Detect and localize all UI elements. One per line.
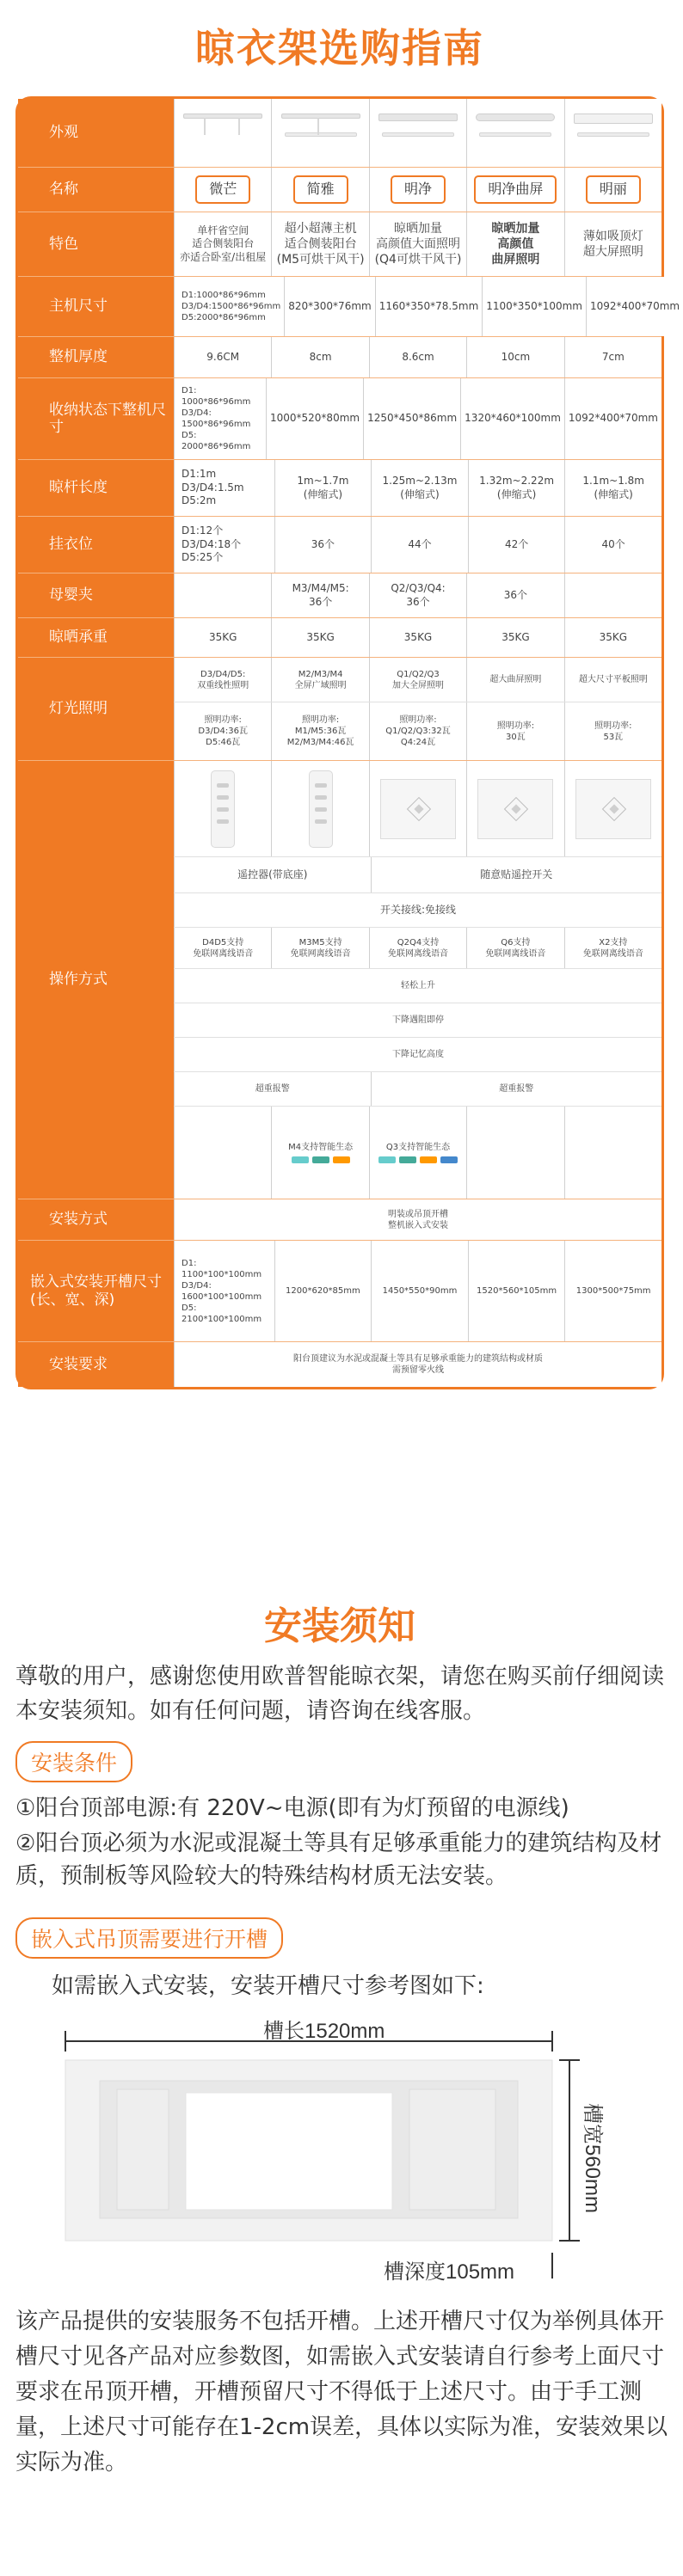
- row-feature: [18, 212, 661, 277]
- hanger-cell: D1:12个 D3/D4:18个 D5:25个: [174, 517, 274, 573]
- light-type: 超大尺寸平板照明: [564, 658, 661, 702]
- hanger-cell: 44个: [371, 517, 468, 573]
- install-note: 该产品提供的安装服务不包括开槽。上述开槽尺寸仅为举例具体开槽尺寸见各产品对应参数图，如需嵌入式安装请自行参考上面尺寸要求在吊顶开槽，开槽预留尺寸不得低于上述尺寸。由于手工测量，上述尺寸可能存在1-2cm误差，具体以实际为准，安装效果以实际为准。: [15, 2309, 668, 2475]
- label-light: 灯光照明: [18, 658, 174, 760]
- product-name: 微芒: [174, 168, 271, 212]
- page-title: 晾衣架选购指南: [195, 25, 484, 71]
- light-type: 超大曲屏照明: [466, 658, 563, 702]
- thickness-cell: 8.6cm: [369, 337, 466, 377]
- size-cell: 820*300*76mm: [284, 277, 374, 336]
- thickness-cell: 7cm: [564, 337, 661, 377]
- baby-cell: [564, 573, 661, 617]
- smart-cell: Q3支持智能生态: [369, 1107, 466, 1199]
- row-requirement: [18, 1342, 661, 1387]
- label-feature: 特色: [18, 212, 174, 276]
- light-power: 照明功率: D3/D4:36瓦 D5:46瓦: [174, 702, 271, 760]
- label-appearance: 外观: [18, 99, 174, 167]
- feature-cell: 晾晒加量 高颜值大面照明 (Q4可烘干风干): [369, 212, 466, 276]
- label-operation: 操作方式: [18, 761, 174, 1199]
- thickness-cell: 10cm: [466, 337, 563, 377]
- remote-a-text: 遥控器(带底座): [174, 857, 371, 892]
- voice-cell: D4D5支持 免联网离线语音: [174, 928, 271, 968]
- wall-switch-image: [466, 761, 563, 856]
- requirement-cell: 阳台顶建议为水泥或混凝土等具有足够承重能力的建筑结构或材质 需预留零火线: [174, 1342, 661, 1387]
- storage-cell: 1092*400*70mm: [564, 378, 661, 459]
- hanger-cell: 36个: [274, 517, 372, 573]
- row-install-method: [18, 1199, 661, 1241]
- cond-1: ①阳台顶部电源:有 220V~电源(即有为灯预留的电源线): [15, 1795, 569, 1821]
- hanger-cell: 40个: [564, 517, 661, 573]
- row-storage: [18, 378, 661, 460]
- load-cell: 35KG: [271, 618, 368, 657]
- install-intro: 尊敬的用户，感谢您使用欧普智能晾衣架，请您在购买前仔细阅读本安装须知。如有任何问题，请咨询在线客服。: [15, 1664, 665, 1724]
- baby-cell: Q2/Q3/Q4: 36个: [369, 573, 466, 617]
- label-pole: 晾杆长度: [18, 460, 174, 516]
- smart-cell: M4支持智能生态: [271, 1107, 368, 1199]
- row-baby: [18, 573, 661, 618]
- feature-cell: 晾晒加量 高颜值 曲屏照明: [466, 212, 563, 276]
- feature-cell: 超小超薄主机 适合侧装阳台 (M5可烘干风干): [271, 212, 368, 276]
- cutout-diagram: [65, 2020, 616, 2287]
- size-cell: 1092*400*70mm: [586, 277, 683, 336]
- product-name: 明净曲屏: [466, 168, 563, 212]
- install-title: 安装须知: [264, 1604, 415, 1648]
- size-cell: 1160*350*78.5mm: [375, 277, 483, 336]
- product-name: 明净: [369, 168, 466, 212]
- embed-cell: 1300*500*75mm: [564, 1241, 661, 1341]
- cond-title: 安装条件: [15, 1741, 132, 1782]
- wall-switch-image: [369, 761, 466, 856]
- label-name: 名称: [18, 168, 174, 212]
- switch-text: 开关接线:免接线: [174, 893, 661, 927]
- memory-text: 下降记忆高度: [174, 1038, 661, 1071]
- product-image: [369, 99, 466, 167]
- embed-cell: 1200*620*85mm: [274, 1241, 372, 1341]
- overload-a: 超重报警: [174, 1072, 371, 1106]
- embed-cell: D1: 1100*100*100mm D3/D4: 1600*100*100mm D5: 2100*100*100mm: [174, 1241, 274, 1341]
- product-image: [271, 99, 368, 167]
- install-method-cell: 明装或吊顶开槽 整机嵌入式安装: [174, 1199, 661, 1240]
- row-pole: [18, 460, 661, 517]
- remote-image: [271, 761, 368, 856]
- ecosystem-logos: [378, 1156, 458, 1163]
- label-storage: 收纳状态下整机尺寸: [18, 378, 174, 459]
- voice-cell: M3M5支持 免联网离线语音: [271, 928, 368, 968]
- overload-b: 超重报警: [371, 1072, 661, 1106]
- smart-cell: [174, 1107, 271, 1199]
- load-cell: 35KG: [174, 618, 271, 657]
- label-install-method: 安装方式: [18, 1199, 174, 1240]
- label-thickness: 整机厚度: [18, 337, 174, 377]
- storage-cell: 1320*460*100mm: [460, 378, 564, 459]
- row-light: [18, 658, 661, 761]
- cond-2: ②阳台顶必须为水泥或混凝土等具有足够承重能力的建筑结构及材质，预制板等风险较大的特殊结构材质无法安装。: [15, 1831, 662, 1889]
- storage-cell: 1000*520*80mm: [266, 378, 363, 459]
- stop-text: 下降遇阻即停: [174, 1003, 661, 1037]
- load-cell: 35KG: [369, 618, 466, 657]
- thickness-cell: 8cm: [271, 337, 368, 377]
- embed-cell: 1520*560*105mm: [468, 1241, 565, 1341]
- product-image: [564, 99, 661, 167]
- label-load: 晾晒承重: [18, 618, 174, 657]
- remote-image: [174, 761, 271, 856]
- hanger-cell: 42个: [468, 517, 565, 573]
- onekey-text: 轻松上升: [174, 969, 661, 1003]
- label-baby: 母婴夹: [18, 573, 174, 617]
- size-cell: 1100*350*100mm: [482, 277, 586, 336]
- product-image: [174, 99, 271, 167]
- ecosystem-logos: [292, 1156, 350, 1163]
- voice-cell: X2支持 免联网离线语音: [564, 928, 661, 968]
- size-cell: D1:1000*86*96mm D3/D4:1500*86*96mm D5:2000*86*96mm: [174, 277, 284, 336]
- light-type: M2/M3/M4 全屏广域照明: [271, 658, 368, 702]
- row-name: [18, 168, 661, 212]
- feature-cell: 单杆省空间 适合侧装阳台 亦适合卧室/出租屋: [174, 212, 271, 276]
- baby-cell: M3/M4/M5: 36个: [271, 573, 368, 617]
- baby-cell: [174, 573, 271, 617]
- remote-b-text: 随意贴遥控开关: [371, 857, 661, 892]
- smart-cell: [564, 1107, 661, 1199]
- pole-cell: 1.25m~2.13m (伸缩式): [371, 460, 468, 516]
- embed-title: 嵌入式吊顶需要进行开槽: [15, 1917, 283, 1959]
- wall-switch-image: [564, 761, 661, 856]
- light-type: Q1/Q2/Q3 加大全屏照明: [369, 658, 466, 702]
- smart-cell: [466, 1107, 563, 1199]
- load-cell: 35KG: [466, 618, 563, 657]
- row-load: [18, 618, 661, 658]
- embed-cell: 1450*550*90mm: [371, 1241, 468, 1341]
- product-name: 明丽: [564, 168, 661, 212]
- feature-cell: 薄如吸顶灯 超大屏照明: [564, 212, 661, 276]
- product-name: 简雅: [271, 168, 368, 212]
- pole-cell: 1m~1.7m (伸缩式): [274, 460, 372, 516]
- label-hanger: 挂衣位: [18, 517, 174, 573]
- row-thickness: [18, 337, 661, 378]
- label-size: 主机尺寸: [18, 277, 174, 336]
- embed-intro: 如需嵌入式安装，安装开槽尺寸参考图如下:: [52, 1973, 484, 1999]
- voice-cell: Q2Q4支持 免联网离线语音: [369, 928, 466, 968]
- width-label: 槽宽560mm: [581, 2102, 604, 2214]
- len-label: 槽长1520mm: [263, 2020, 385, 2043]
- storage-cell: 1250*450*86mm: [363, 378, 460, 459]
- pole-cell: D1:1m D3/D4:1.5m D5:2m: [174, 460, 274, 516]
- row-hanger: [18, 517, 661, 573]
- baby-cell: 36个: [466, 573, 563, 617]
- label-embed: 嵌入式安装开槽尺寸(长、宽、深): [18, 1241, 174, 1341]
- row-operation: [18, 761, 661, 1199]
- light-power: 照明功率: 30瓦: [466, 702, 563, 760]
- light-type: D3/D4/D5: 双重线性照明: [174, 658, 271, 702]
- product-image: [466, 99, 563, 167]
- label-requirement: 安装要求: [18, 1342, 174, 1387]
- row-appearance: [18, 99, 661, 168]
- spec-table: [15, 96, 680, 1389]
- light-power: 照明功率: 53瓦: [564, 702, 661, 760]
- light-power: 照明功率: Q1/Q2/Q3:32瓦 Q4:24瓦: [369, 702, 466, 760]
- row-embed: [18, 1241, 661, 1342]
- storage-cell: D1: 1000*86*96mm D3/D4: 1500*86*96mm D5: 2000*86*96mm: [174, 378, 266, 459]
- thickness-cell: 9.6CM: [174, 337, 271, 377]
- pole-cell: 1.32m~2.22m (伸缩式): [468, 460, 565, 516]
- depth-label: 槽深度105mm: [384, 2260, 515, 2284]
- load-cell: 35KG: [564, 618, 661, 657]
- voice-cell: Q6支持 免联网离线语音: [466, 928, 563, 968]
- pole-cell: 1.1m~1.8m (伸缩式): [564, 460, 661, 516]
- light-power: 照明功率: M1/M5:36瓦 M2/M3/M4:46瓦: [271, 702, 368, 760]
- row-size: [18, 277, 680, 337]
